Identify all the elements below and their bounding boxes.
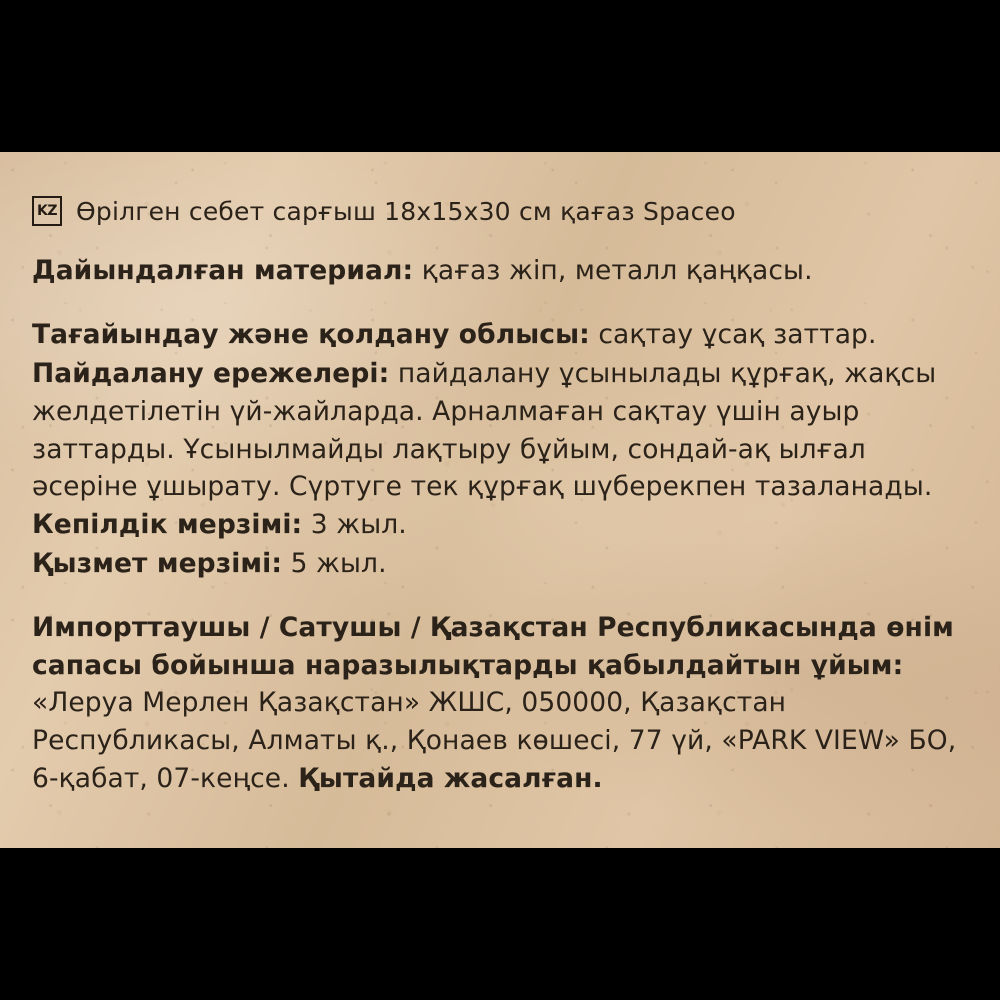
usage-rules-paragraph xyxy=(32,355,972,543)
kraft-paper-label xyxy=(0,152,1000,848)
service-life-line xyxy=(32,545,972,583)
material-value: қағаз жіп, металл қаңқасы. xyxy=(413,255,813,286)
purpose-value: сақтау ұсақ заттар. xyxy=(589,318,877,350)
label-text-block xyxy=(32,196,972,797)
spacer-1 xyxy=(32,290,972,316)
rules-value: пайдалану ұсынылады құрғақ, жақсы желдетілетін үй-жайларда. Арналмаған сақтау үшін ауыр заттарды. Ұсынылмайды лақтыру бұйым, сондай-ақ ылғал әсеріне ұшырату. Сүртуге тек құрғақ шүберекпен тазаланады. xyxy=(32,358,937,503)
service-label: Қызмет мерзімі: xyxy=(32,548,283,580)
made-in-text: Қытайда жасалған. xyxy=(298,762,603,794)
material-label: Дайындалған материал: xyxy=(32,255,414,286)
warranty-value: 3 жыл. xyxy=(302,508,407,540)
importer-value: «Леруа Мерлен Қазақстан» ЖШС, 050000, Қазақстан Республикасы, Алматы қ., Қонаев көшесі, 77 үй, «PARK VIEW» БО, 6-қабат, 07-кеңсе. xyxy=(32,687,957,794)
purpose-line xyxy=(32,316,972,354)
kz-country-badge: KZ xyxy=(32,196,62,226)
product-title-row xyxy=(32,196,972,226)
material-line xyxy=(32,252,972,290)
warranty-label: Кепілдік мерзімі: xyxy=(32,508,303,540)
product-title: Өрілген себет сарғыш 18х15х30 см қағаз Spaceo xyxy=(76,196,736,226)
service-value: 5 жыл. xyxy=(282,548,387,580)
importer-paragraph xyxy=(32,609,972,797)
rules-label: Пайдалану ережелері: xyxy=(32,358,390,390)
importer-label: Импорттаушы / Сатушы / Қазақстан Республикасында өнім сапасы бойынша наразылықтарды қабылдайтын ұйым: xyxy=(32,612,954,681)
spacer-2 xyxy=(32,583,972,609)
purpose-label: Тағайындау және қолдану облысы: xyxy=(32,318,590,350)
